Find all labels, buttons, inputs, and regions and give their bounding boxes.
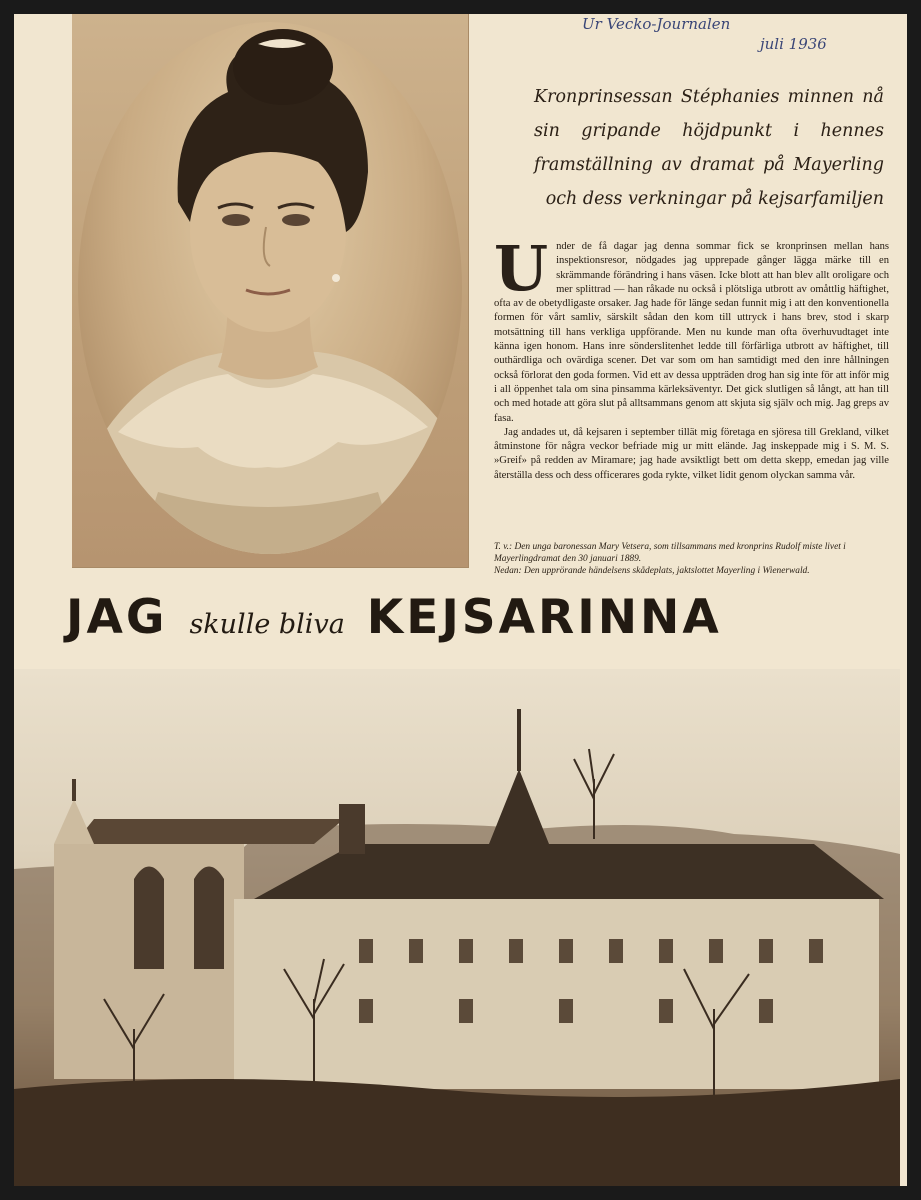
headline-part-1: JAG bbox=[66, 590, 168, 645]
handwritten-line-2: juli 1936 bbox=[760, 35, 827, 53]
castle-illustration bbox=[14, 669, 900, 1186]
headline-part-3: KEJSARINNA bbox=[366, 590, 722, 645]
castle-photo bbox=[14, 669, 900, 1186]
caption-bottom: Nedan: Den upprörande händelsens skådeplats, jaktslottet Mayerling i Wienerwald. bbox=[494, 566, 810, 576]
portrait-oval-vignette bbox=[78, 22, 462, 554]
handwritten-line-1: Ur Vecko-Journalen bbox=[582, 15, 731, 33]
headline-part-2: skulle bliva bbox=[189, 609, 345, 640]
article-body bbox=[494, 232, 889, 483]
caption-top: T. v.: Den unga baronessan Mary Vetsera, som tillsammans med kronprins Rudolf miste livet i Mayerlingdramat den 30 januari 1889. bbox=[494, 542, 846, 564]
dropcap-letter: U bbox=[494, 232, 549, 305]
magazine-page bbox=[14, 14, 907, 1186]
intro-deck: Kronprinsessan Stéphanies minnen nå sin gripande höjdpunkt i hennes framställning av dramat på Mayerling och dess verkningar på kejsarfamiljen bbox=[534, 87, 884, 209]
article-paragraph-1: nder de få dagar jag denna sommar fick se kronprinsen mellan hans inspektionsresor, nödgades jag upprepade gånger lägga märke till en skrämmande förändring i hans väsen. Icke blott att han blev allt oroligare och mer splittrad — han råkade nu också i plötsliga utbrott av omåttlig häftighet, ofta av de obetydligaste orsaker. Jag hade för länge sedan funnit mig i att den konventionella formen för vårt samliv, särskilt sådan den kom till uttryck i hans brev, stod i skarp motsättning till hans verkliga uppförande. Men nu kunde man ofta överhuvudtaget inte känna igen honom. Hans inre sönderslitenhet ledde till förfärliga utbrott av häftighet, till outhärdliga och ovärdiga scener. Det var som om han samtidigt med den inre hållningen också förlorat den goda formen. Vid ett av dessa uppträden drog han sig inte för att inför mig i all öppenhet tala om sina pinsamma kärleksäventyr. Det gick slutligen så långt, att han till och med hotade att göra slut på alltsammans genom att skjuta sig själv och mig. Jag greps av fasa. bbox=[494, 241, 889, 424]
portrait-photo bbox=[72, 14, 469, 568]
photo-captions bbox=[494, 541, 889, 577]
headline bbox=[66, 590, 886, 654]
handwritten-note bbox=[582, 14, 902, 54]
article-paragraph-2: Jag andades ut, då kejsaren i september tillät mig företaga en sjöresa till Grekland, vilket åtminstone för några veckor befriade mig ur mitt elände. Jag inskeppade mig i S. M. S. »Greif» på redden av Miramare; jag hade avsiktligt bett om detta skepp, emedan jag ville återställa dess och dess officerares goda rykte, vilket lidit genom olyckan samma vår. bbox=[494, 426, 889, 481]
portrait-illustration bbox=[78, 22, 462, 554]
